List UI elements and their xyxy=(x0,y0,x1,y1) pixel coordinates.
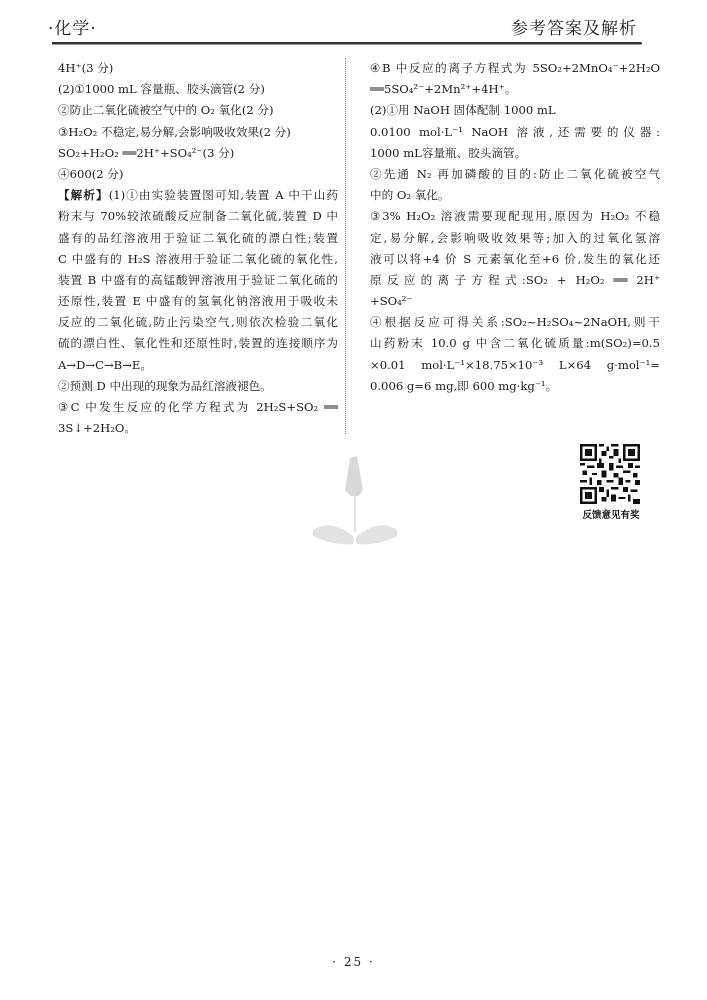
analysis-label: 【解析】 xyxy=(58,188,109,203)
text-line: +SO₄²⁻ xyxy=(370,294,413,309)
text-line: SO₂+H₂O₂ ══2H⁺+SO₄²⁻(3 分) xyxy=(58,145,235,160)
text-line: 定,易分解,会影响吸收效果等;加入的过氧化氢溶 xyxy=(370,230,660,245)
qr-code-label: 反馈意见有奖 xyxy=(582,510,640,521)
header-rule xyxy=(52,42,642,45)
text-line: 4H⁺(3 分) xyxy=(58,61,114,75)
text-line: A→D→C→B→E。 xyxy=(58,357,152,372)
left-column xyxy=(58,58,338,439)
text-line: 还原性,装置 E 中盛有的氢氧化钠溶液用于吸收未 xyxy=(58,294,338,309)
column-divider xyxy=(345,58,346,434)
text-line: 液可以将+4 价 S 元素氧化至+6 价,发生的氧化还 xyxy=(370,251,660,266)
text-line: ④B 中反应的离子方程式为 5SO₂+2MnO₄⁻+2H₂O xyxy=(370,61,660,75)
text-line: ③C 中发生反应的化学方程式为 2H₂S+SO₂ ══ xyxy=(58,400,338,414)
text-line: (2)①用 NaOH 固体配制 1000 mL xyxy=(370,103,556,118)
text-line: (2)①1000 mL 容量瓶、胶头滴管(2 分) xyxy=(58,82,265,97)
text-line: ③3% H₂O₂ 溶液需要现配现用,原因为 H₂O₂ 不稳 xyxy=(370,209,660,224)
text-line: ══5SO₄²⁻+2Mn²⁺+4H⁺。 xyxy=(370,82,517,97)
text-line: 山药粉末 10.0 g 中含二氧化硫质量:m(SO₂)=0.5 xyxy=(370,336,660,351)
text-line: 硫的漂白性、氧化性和还原性时,装置的连接顺序为 xyxy=(58,336,338,351)
text-line: 粉末与 70%较浓硫酸反应制备二氧化硫,装置 D 中 xyxy=(58,209,338,224)
text-line: ×0.01 mol·L⁻¹×18.75×10⁻³ L×64 g·mol⁻¹= xyxy=(370,357,660,372)
qr-code-icon[interactable] xyxy=(580,444,640,504)
text-line: ②预测 D 中出现的现象为品红溶液褪色。 xyxy=(58,378,272,393)
text-line: ②先通 N₂ 再加磷酸的目的:防止二氧化硫被空气 xyxy=(370,166,660,181)
text-line: 1000 mL容量瓶、胶头滴管。 xyxy=(370,145,527,160)
text-line: 0.006 g=6 mg,即 600 mg·kg⁻¹。 xyxy=(370,378,558,393)
text-line: 中的 O₂ 氧化。 xyxy=(370,188,450,203)
text-line: 装置 B 中盛有的高锰酸钾溶液用于验证二氧化硫的 xyxy=(58,272,338,287)
header-subject: ·化学· xyxy=(48,19,97,39)
ornament-icon xyxy=(305,450,405,560)
text-line: 反应的二氧化硫,防止污染空气,则依次检验二氧化 xyxy=(58,315,338,330)
text-line: 盛有的品红溶液用于验证二氧化硫的漂白性;装置 xyxy=(58,230,338,245)
text-line: C 中盛有的 H₂S 溶液用于验证二氧化硫的氧化性, xyxy=(58,251,338,266)
text-line: ④600(2 分) xyxy=(58,166,124,181)
text-span: (1)①由实验装置图可知,装置 A 中干山药 xyxy=(108,188,338,203)
header-title: 参考答案及解析 xyxy=(511,19,637,39)
text-line: ④根据反应可得关系:SO₂~H₂SO₄~2NaOH,则干 xyxy=(370,315,660,330)
page-number: · 25 · xyxy=(332,955,375,969)
text-line: ②防止二氧化硫被空气中的 O₂ 氧化(2 分) xyxy=(58,103,274,118)
text-line: 3S↓+2H₂O。 xyxy=(58,421,136,436)
text-line: ③H₂O₂ 不稳定,易分解,会影响吸收效果(2 分) xyxy=(58,124,291,139)
analysis-line xyxy=(58,185,338,206)
text-line: 原反应的离子方程式:SO₂ + H₂O₂ ══ 2H⁺ xyxy=(370,272,660,287)
right-column xyxy=(370,58,660,397)
text-line: 0.0100 mol·L⁻¹ NaOH 溶液,还需要的仪器: xyxy=(370,124,660,139)
